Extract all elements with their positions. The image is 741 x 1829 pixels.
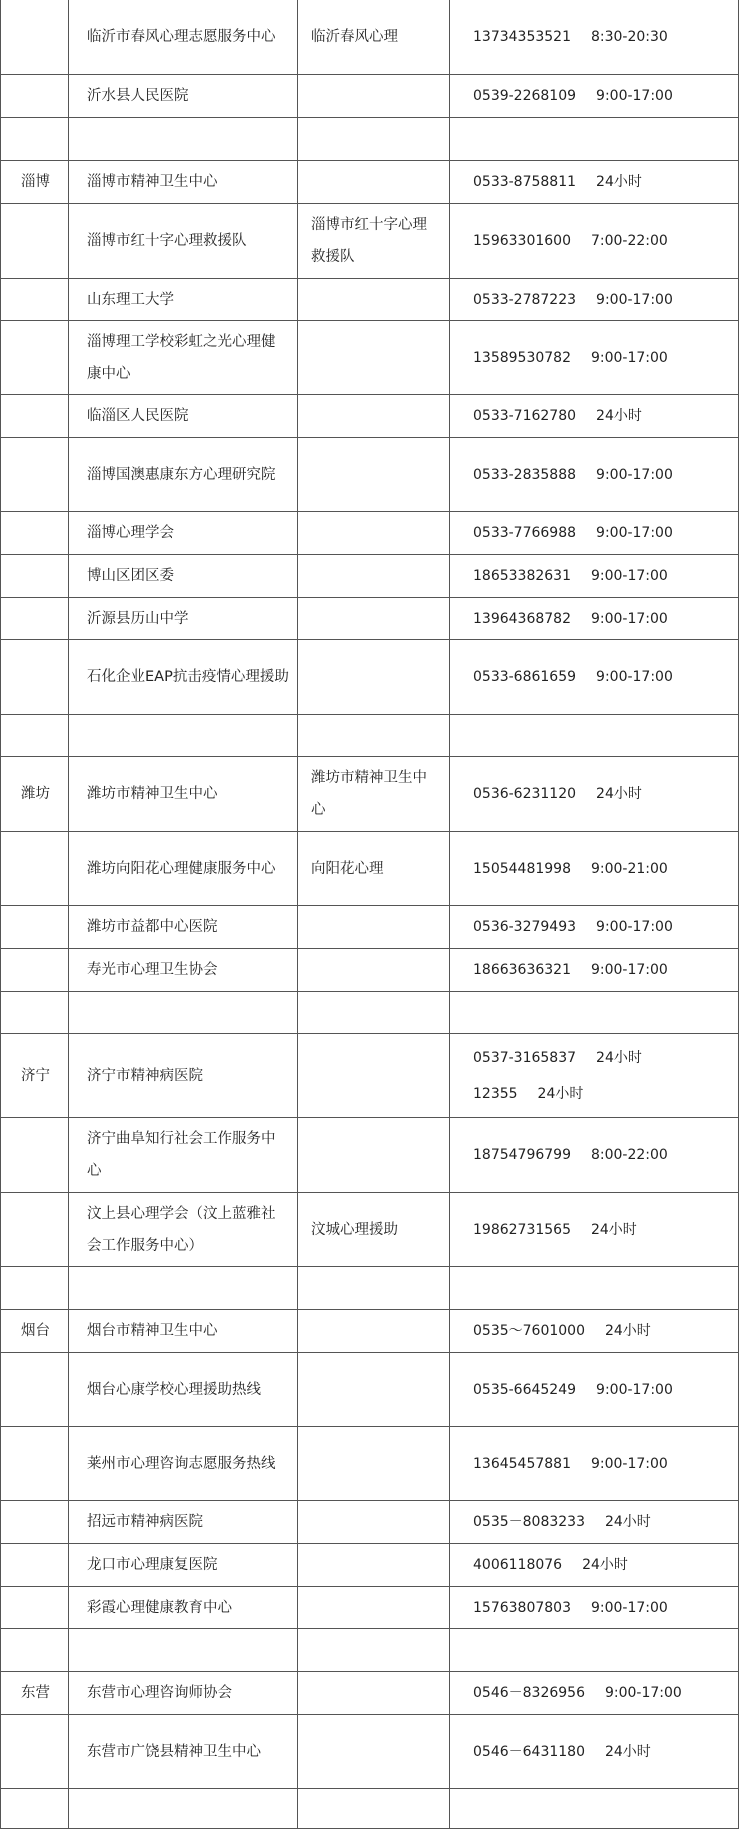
service-hours: 9:00-17:00 <box>596 291 673 308</box>
phone-line <box>473 284 730 316</box>
organization-cell: 济宁曲阜知行社会工作服务中心 <box>69 1118 298 1193</box>
hotline-name-cell <box>298 1672 450 1715</box>
city-cell <box>1 279 69 321</box>
organization-cell: 沂源县历山中学 <box>69 598 298 640</box>
service-hours: 24小时 <box>596 174 642 190</box>
city-cell <box>1 118 69 161</box>
phone-number[interactable]: 0546－6431180 <box>473 1743 585 1760</box>
organization-cell: 潍坊市精神卫生中心 <box>69 757 298 832</box>
service-hours: 24小时 <box>596 786 642 802</box>
organization-cell <box>69 1267 298 1310</box>
city-cell <box>1 204 69 279</box>
city-cell <box>1 75 69 118</box>
city-cell <box>1 1629 69 1672</box>
organization-cell: 济宁市精神病医院 <box>69 1034 298 1118</box>
hotline-name-cell: 向阳花心理 <box>298 832 450 906</box>
table-row <box>1 75 739 118</box>
organization-cell: 寿光市心理卫生协会 <box>69 949 298 992</box>
city-cell: 济宁 <box>1 1034 69 1118</box>
phone-cell <box>450 1672 739 1715</box>
hotline-name-cell <box>298 321 450 395</box>
table-row <box>1 1629 739 1672</box>
city-cell <box>1 992 69 1034</box>
phone-number[interactable]: 0536-3279493 <box>473 919 577 935</box>
service-hours: 9:00-17:00 <box>590 962 668 978</box>
table-row <box>1 1118 739 1193</box>
organization-cell <box>69 118 298 161</box>
hotline-name-cell <box>298 1715 450 1789</box>
phone-cell <box>450 0 739 75</box>
hotline-name-cell <box>298 279 450 321</box>
phone-number[interactable]: 0533-7766988 <box>473 525 577 541</box>
table-row <box>1 395 739 438</box>
phone-number[interactable]: 0535～7601000 <box>473 1323 585 1339</box>
city-cell <box>1 598 69 640</box>
phone-number[interactable]: 0546－8326956 <box>473 1685 585 1701</box>
phone-cell <box>450 640 739 715</box>
organization-cell: 潍坊向阳花心理健康服务中心 <box>69 832 298 906</box>
phone-line <box>473 560 730 592</box>
city-cell <box>1 438 69 512</box>
service-hours: 24小时 <box>604 1323 651 1339</box>
phone-line <box>473 778 730 810</box>
phone-cell <box>450 906 739 949</box>
table-row <box>1 1353 739 1427</box>
phone-line <box>473 603 730 635</box>
phone-line <box>473 1448 730 1480</box>
phone-line <box>473 166 730 198</box>
table-row <box>1 1310 739 1353</box>
organization-cell <box>69 1629 298 1672</box>
phone-line <box>473 342 730 374</box>
hotline-name-cell: 汶城心理援助 <box>298 1193 450 1267</box>
organization-cell: 山东理工大学 <box>69 279 298 321</box>
phone-cell <box>450 1587 739 1629</box>
service-hours: 8:30-20:30 <box>590 28 668 45</box>
organization-cell: 东营市广饶县精神卫生中心 <box>69 1715 298 1789</box>
city-cell <box>1 1501 69 1544</box>
phone-number[interactable]: 13964368782 <box>473 610 571 627</box>
table-row <box>1 757 739 832</box>
phone-line <box>473 1592 730 1624</box>
table-row <box>1 1789 739 1829</box>
organization-cell: 汶上县心理学会（汶上蓝雅社会工作服务中心） <box>69 1193 298 1267</box>
service-hours: 9:00-17:00 <box>590 349 668 366</box>
table-row <box>1 204 739 279</box>
organization-cell: 临沂市春风心理志愿服务中心 <box>69 0 298 75</box>
organization-cell: 龙口市心理康复医院 <box>69 1544 298 1587</box>
organization-cell: 淄博国澳惠康东方心理研究院 <box>69 438 298 512</box>
hotline-name-cell <box>298 1544 450 1587</box>
phone-line <box>473 1315 730 1347</box>
phone-cell <box>450 204 739 279</box>
phone-line <box>473 225 730 257</box>
city-cell <box>1 1353 69 1427</box>
phone-line <box>473 1736 730 1768</box>
service-hours: 9:00-17:00 <box>590 1455 668 1472</box>
organization-cell: 东营市心理咨询师协会 <box>69 1672 298 1715</box>
phone-line <box>473 853 730 885</box>
city-cell <box>1 1715 69 1789</box>
phone-line <box>473 1374 730 1406</box>
city-cell: 淄博 <box>1 161 69 204</box>
phone-cell <box>450 512 739 555</box>
organization-cell: 烟台市精神卫生中心 <box>69 1310 298 1353</box>
service-hours: 24小时 <box>596 408 642 424</box>
phone-cell <box>450 1353 739 1427</box>
hotline-name-cell <box>298 1587 450 1629</box>
phone-number[interactable]: 0539-2268109 <box>473 88 577 104</box>
table-row <box>1 715 739 757</box>
city-cell <box>1 1544 69 1587</box>
city-cell <box>1 555 69 598</box>
phone-line <box>473 1214 730 1246</box>
city-cell: 烟台 <box>1 1310 69 1353</box>
phone-line <box>473 21 730 53</box>
phone-line <box>473 80 730 112</box>
hotline-name-cell <box>298 555 450 598</box>
table-row <box>1 118 739 161</box>
phone-number[interactable]: 0533-7162780 <box>473 408 577 424</box>
phone-cell <box>450 715 739 757</box>
table-row <box>1 992 739 1034</box>
phone-line <box>473 1506 730 1538</box>
service-hours: 9:00-17:00 <box>596 1381 673 1398</box>
phone-number[interactable]: 13734353521 <box>473 28 571 45</box>
hotline-name-cell <box>298 1034 450 1118</box>
hotline-name-cell: 临沂春风心理 <box>298 0 450 75</box>
phone-line <box>473 1139 730 1171</box>
phone-number[interactable]: 0536-6231120 <box>473 786 577 802</box>
table-row <box>1 555 739 598</box>
city-cell <box>1 1267 69 1310</box>
table-row <box>1 906 739 949</box>
table-row <box>1 279 739 321</box>
service-hours: 9:00-17:00 <box>596 919 673 935</box>
phone-number[interactable]: 0535－8083233 <box>473 1514 585 1530</box>
service-hours: 24小时 <box>604 1514 651 1530</box>
phone-number[interactable]: 13589530782 <box>473 349 571 366</box>
table-row <box>1 1587 739 1629</box>
service-hours: 9:00-17:00 <box>596 466 673 483</box>
phone-cell <box>450 279 739 321</box>
city-cell <box>1 1789 69 1829</box>
phone-cell <box>450 992 739 1034</box>
phone-line <box>473 661 730 693</box>
phone-cell <box>450 1267 739 1310</box>
phone-cell <box>450 555 739 598</box>
service-hours: 9:00-17:00 <box>596 669 673 685</box>
service-hours: 24小时 <box>537 1085 584 1102</box>
table-row <box>1 598 739 640</box>
organization-cell: 石化企业EAP抗击疫情心理援助 <box>69 640 298 715</box>
hotline-name-cell <box>298 1501 450 1544</box>
service-hours: 9:00-17:00 <box>590 1599 668 1616</box>
hotline-name-cell <box>298 598 450 640</box>
phone-cell <box>450 1501 739 1544</box>
phone-number[interactable]: 13645457881 <box>473 1455 571 1472</box>
phone-number[interactable]: 18653382631 <box>473 568 571 584</box>
phone-cell <box>450 1034 739 1118</box>
phone-number[interactable]: 15963301600 <box>473 233 571 249</box>
hotline-name-cell <box>298 161 450 204</box>
hotline-name-cell <box>298 1427 450 1501</box>
hotline-name-cell <box>298 1789 450 1829</box>
hotline-name-cell <box>298 1267 450 1310</box>
table-row <box>1 321 739 395</box>
phone-line <box>473 954 730 986</box>
organization-cell: 潍坊市益都中心医院 <box>69 906 298 949</box>
phone-number[interactable]: 18754796799 <box>473 1147 571 1163</box>
phone-line <box>473 1040 730 1076</box>
organization-cell: 烟台心康学校心理援助热线 <box>69 1353 298 1427</box>
city-cell <box>1 1193 69 1267</box>
city-cell <box>1 395 69 438</box>
phone-line <box>473 400 730 432</box>
city-cell: 东营 <box>1 1672 69 1715</box>
city-cell <box>1 640 69 715</box>
table-row <box>1 832 739 906</box>
phone-cell <box>450 1629 739 1672</box>
phone-cell <box>450 949 739 992</box>
phone-cell <box>450 1118 739 1193</box>
phone-line <box>473 1076 730 1112</box>
phone-number[interactable]: 0533-2787223 <box>473 291 577 308</box>
phone-cell <box>450 1193 739 1267</box>
organization-cell: 博山区团区委 <box>69 555 298 598</box>
organization-cell: 莱州市心理咨询志愿服务热线 <box>69 1427 298 1501</box>
organization-cell: 招远市精神病医院 <box>69 1501 298 1544</box>
table-row <box>1 1501 739 1544</box>
hotline-name-cell <box>298 906 450 949</box>
phone-number[interactable]: 4006118076 <box>473 1557 563 1573</box>
phone-number[interactable]: 19862731565 <box>473 1221 571 1238</box>
phone-line <box>473 1677 730 1709</box>
service-hours: 24小时 <box>604 1743 651 1760</box>
phone-cell <box>450 1789 739 1829</box>
hotline-table-body <box>1 0 739 1829</box>
table-row <box>1 1193 739 1267</box>
hotline-name-cell <box>298 75 450 118</box>
service-hours: 9:00-17:00 <box>604 1685 682 1701</box>
service-hours: 24小时 <box>590 1221 637 1238</box>
city-cell <box>1 0 69 75</box>
hotline-name-cell: 潍坊市精神卫生中心 <box>298 757 450 832</box>
table-row <box>1 512 739 555</box>
organization-cell: 淄博市红十字心理救援队 <box>69 204 298 279</box>
phone-cell <box>450 161 739 204</box>
hotline-name-cell <box>298 1310 450 1353</box>
phone-number[interactable]: 0533-6861659 <box>473 669 577 685</box>
hotline-name-cell <box>298 1629 450 1672</box>
phone-line <box>473 517 730 549</box>
organization-cell: 沂水县人民医院 <box>69 75 298 118</box>
city-cell <box>1 715 69 757</box>
phone-cell <box>450 1310 739 1353</box>
table-row <box>1 1544 739 1587</box>
phone-cell <box>450 832 739 906</box>
organization-cell: 淄博心理学会 <box>69 512 298 555</box>
table-row <box>1 1427 739 1501</box>
phone-cell <box>450 118 739 161</box>
service-hours: 9:00-17:00 <box>596 525 673 541</box>
phone-line <box>473 459 730 491</box>
organization-cell <box>69 992 298 1034</box>
city-cell <box>1 321 69 395</box>
phone-cell <box>450 757 739 832</box>
service-hours: 24小时 <box>582 1557 628 1573</box>
city-cell <box>1 832 69 906</box>
phone-number[interactable]: 0537-3165837 <box>473 1049 577 1066</box>
phone-cell <box>450 75 739 118</box>
city-cell <box>1 949 69 992</box>
table-row <box>1 0 739 75</box>
service-hours: 8:00-22:00 <box>590 1147 668 1163</box>
table-row <box>1 1672 739 1715</box>
hotline-name-cell <box>298 395 450 438</box>
phone-number[interactable]: 0533-8758811 <box>473 174 577 190</box>
phone-number[interactable]: 18663636321 <box>473 962 571 978</box>
service-hours: 24小时 <box>596 1049 642 1066</box>
phone-cell <box>450 1544 739 1587</box>
phone-number[interactable]: 12355 <box>473 1085 518 1102</box>
phone-line <box>473 911 730 943</box>
service-hours: 9:00-17:00 <box>590 568 668 584</box>
city-cell <box>1 906 69 949</box>
hotline-name-cell <box>298 118 450 161</box>
service-hours: 7:00-22:00 <box>590 233 668 249</box>
hotline-name-cell <box>298 640 450 715</box>
hotline-name-cell <box>298 1118 450 1193</box>
hotline-name-cell <box>298 1353 450 1427</box>
service-hours: 9:00-21:00 <box>590 860 668 877</box>
hotline-name-cell <box>298 438 450 512</box>
city-cell <box>1 1587 69 1629</box>
hotline-name-cell: 淄博市红十字心理救援队 <box>298 204 450 279</box>
table-row <box>1 1715 739 1789</box>
phone-line <box>473 1549 730 1581</box>
hotline-name-cell <box>298 715 450 757</box>
phone-cell <box>450 395 739 438</box>
phone-number[interactable]: 0535-6645249 <box>473 1381 577 1398</box>
hotline-name-cell <box>298 992 450 1034</box>
table-row <box>1 1267 739 1310</box>
table-row <box>1 1034 739 1118</box>
phone-number[interactable]: 0533-2835888 <box>473 466 577 483</box>
phone-cell <box>450 1715 739 1789</box>
phone-number[interactable]: 15763807803 <box>473 1599 571 1616</box>
hotline-name-cell <box>298 512 450 555</box>
phone-number[interactable]: 15054481998 <box>473 860 571 877</box>
organization-cell: 淄博理工学校彩虹之光心理健康中心 <box>69 321 298 395</box>
table-row <box>1 161 739 204</box>
city-cell <box>1 512 69 555</box>
phone-cell <box>450 598 739 640</box>
organization-cell: 淄博市精神卫生中心 <box>69 161 298 204</box>
city-cell <box>1 1427 69 1501</box>
table-row <box>1 640 739 715</box>
phone-cell <box>450 1427 739 1501</box>
phone-cell <box>450 438 739 512</box>
organization-cell: 彩霞心理健康教育中心 <box>69 1587 298 1629</box>
service-hours: 9:00-17:00 <box>590 610 668 627</box>
organization-cell <box>69 715 298 757</box>
organization-cell <box>69 1789 298 1829</box>
city-cell <box>1 1118 69 1193</box>
table-row <box>1 949 739 992</box>
phone-cell <box>450 321 739 395</box>
hotline-name-cell <box>298 949 450 992</box>
service-hours: 9:00-17:00 <box>596 88 673 104</box>
city-cell: 潍坊 <box>1 757 69 832</box>
organization-cell: 临淄区人民医院 <box>69 395 298 438</box>
table-row <box>1 438 739 512</box>
